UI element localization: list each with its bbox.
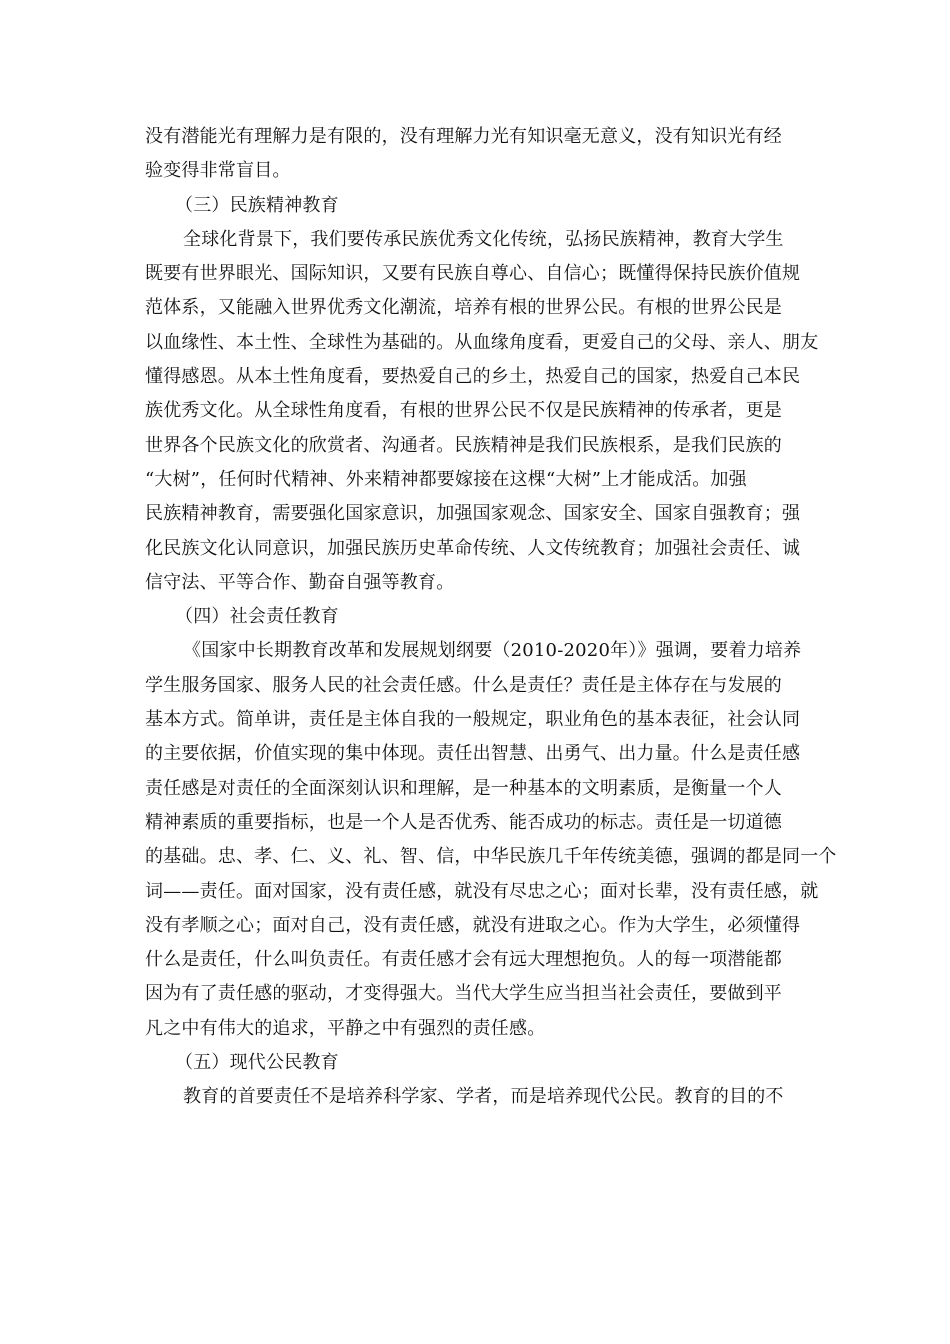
- text-line: 基本方式。简单讲，责任是主体自我的一般规定，职业角色的基本表征，社会认同: [145, 709, 801, 731]
- text-line: 凡之中有伟大的追求，平静之中有强烈的责任感。: [145, 1017, 546, 1039]
- section-heading-3: （三）民族精神教育: [175, 194, 339, 216]
- text-line: 词——责任。面对国家，没有责任感，就没有尽忠之心；面对长辈，没有责任感，就: [145, 880, 819, 902]
- text-line: 世界各个民族文化的欣赏者、沟通者。民族精神是我们民族根系，是我们民族的: [145, 434, 782, 456]
- text-line: 精神素质的重要指标，也是一个人是否优秀、能否成功的标志。责任是一切道德: [145, 811, 782, 833]
- text-line: 的主要依据，价值实现的集中体现。责任出智慧、出勇气、出力量。什么是责任感: [145, 743, 801, 765]
- document-body: [145, 120, 837, 1115]
- text-line: 因为有了责任感的驱动，才变得强大。当代大学生应当担当社会责任，要做到平: [145, 983, 782, 1005]
- text-line: 化民族文化认同意识，加强民族历史革命传统、人文传统教育；加强社会责任、诚: [145, 537, 801, 559]
- text-line: 责任感是对责任的全面深刻认识和理解，是一种基本的文明素质，是衡量一个人: [145, 777, 782, 799]
- text-line: 全球化背景下，我们要传承民族优秀文化传统，弘扬民族精神，教育大学生: [183, 228, 784, 250]
- text-line: 族优秀文化。从全球性角度看，有根的世界公民不仅是民族精神的传承者，更是: [145, 400, 782, 422]
- text-line: 没有潜能光有理解力是有限的，没有理解力光有知识毫无意义，没有知识光有经: [145, 126, 782, 147]
- text-line: 《国家中长期教育改革和发展规划纲要（2010-2020年）》强调，要着力培养: [183, 640, 802, 662]
- section-heading-5: （五）现代公民教育: [175, 1052, 339, 1074]
- text-line: 没有孝顺之心；面对自己，没有责任感，就没有进取之心。作为大学生，必须懂得: [145, 914, 801, 936]
- text-line: 以血缘性、本土性、全球性为基础的。从血缘角度看，更爱自己的父母、亲人、朋友: [145, 331, 819, 353]
- text-line: 教育的首要责任不是培养科学家、学者，而是培养现代公民。教育的目的不: [183, 1086, 784, 1108]
- text-line: 验变得非常盲目。: [145, 160, 291, 182]
- text-line: 懂得感恩。从本土性角度看，要热爱自己的乡土，热爱自己的国家，热爱自己本民: [145, 366, 801, 388]
- text-line: 什么是责任，什么叫负责任。有责任感才会有远大理想抱负。人的每一项潜能都: [145, 949, 782, 971]
- text-line: 学生服务国家、服务人民的社会责任感。什么是责任？责任是主体存在与发展的: [145, 674, 782, 696]
- text-line: 的基础。忠、孝、仁、义、礼、智、信，中华民族几千年传统美德，强调的都是同一个: [145, 846, 837, 868]
- text-line: 信守法、平等合作、勤奋自强等教育。: [145, 571, 455, 593]
- text-line: “大树”，任何时代精神、外来精神都要嫁接在这棵“大树”上才能成活。加强: [145, 468, 747, 490]
- text-line: 范体系，又能融入世界优秀文化潮流，培养有根的世界公民。有根的世界公民是: [145, 297, 782, 319]
- text-line: 民族精神教育，需要强化国家意识，加强国家观念、国家安全、国家自强教育；强: [145, 503, 801, 525]
- text-line: 既要有世界眼光、国际知识，又要有民族自尊心、自信心；既懂得保持民族价值规: [145, 263, 801, 285]
- section-heading-4: （四）社会责任教育: [175, 606, 339, 628]
